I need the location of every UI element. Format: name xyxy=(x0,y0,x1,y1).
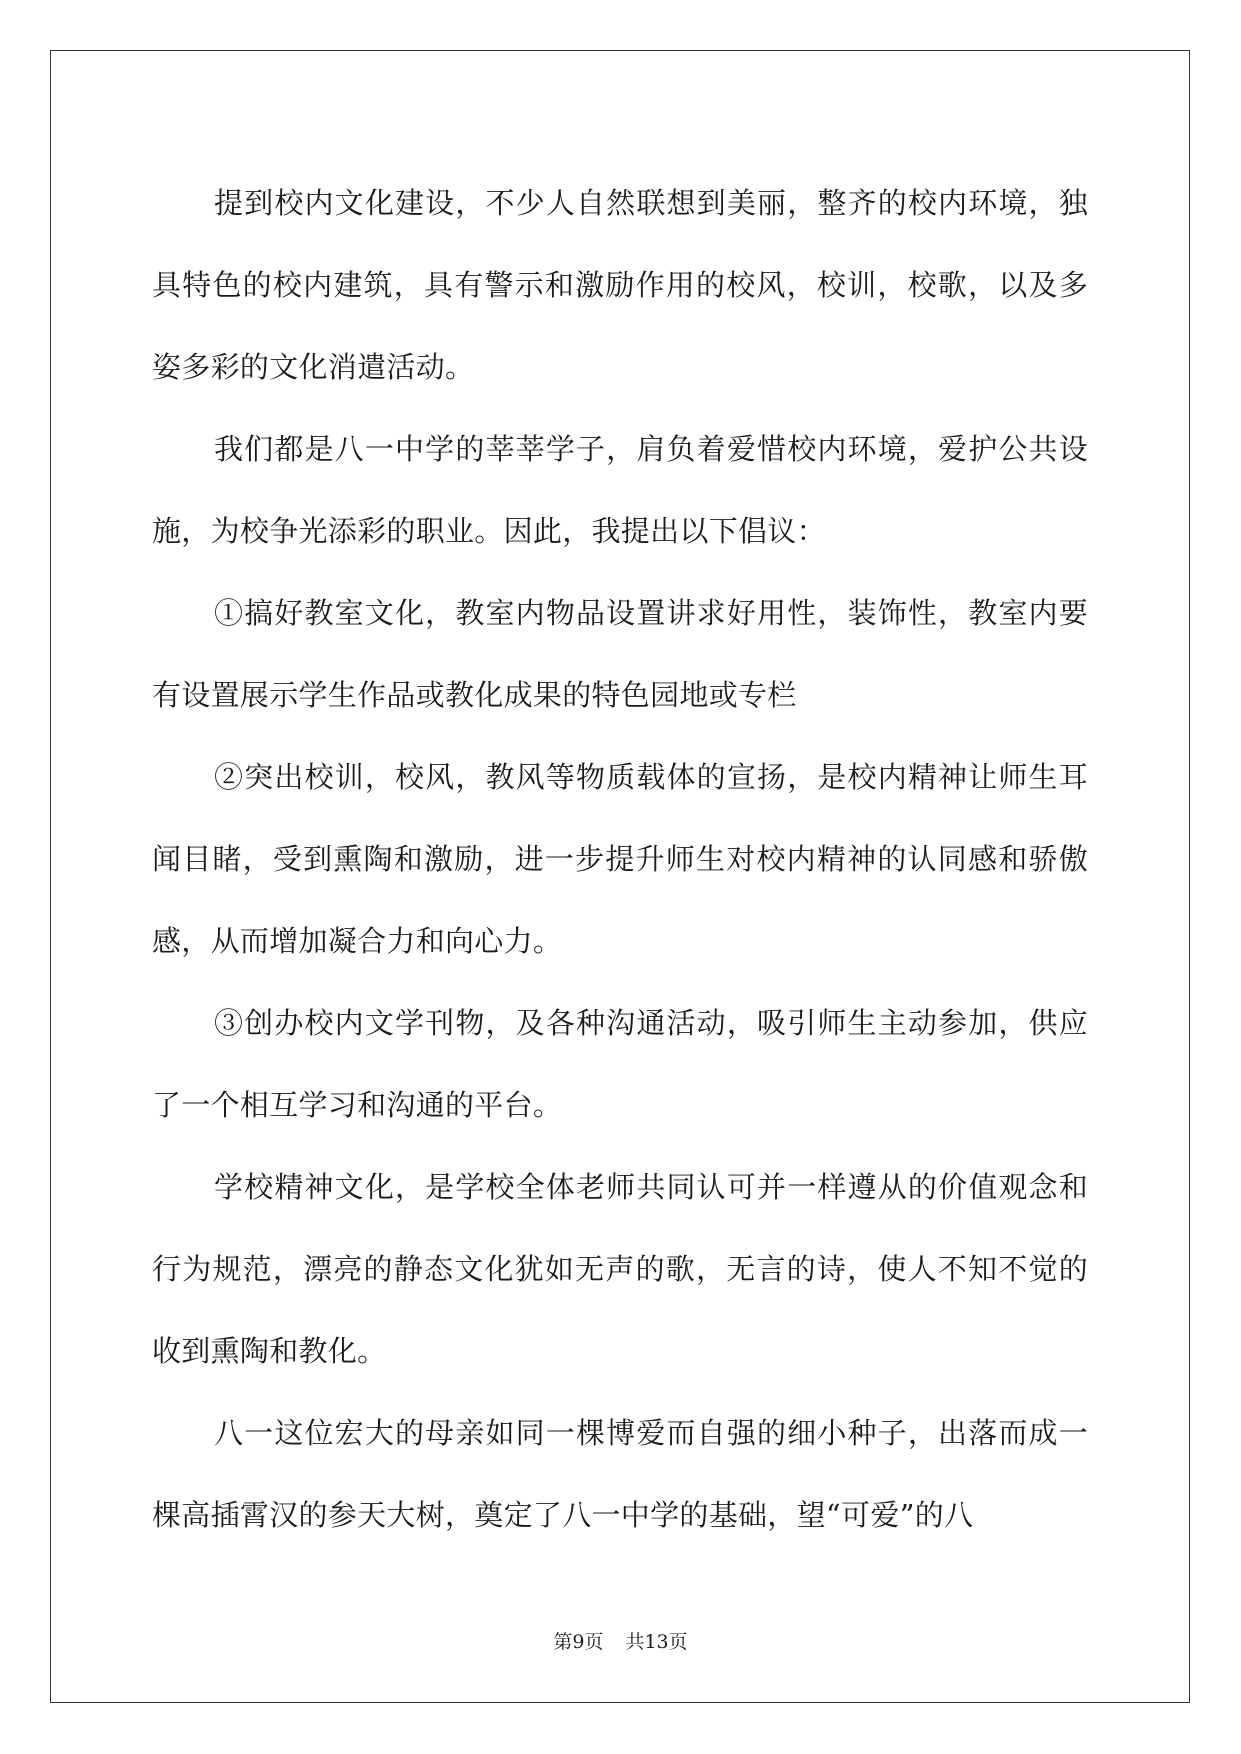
paragraph-6: 学校精神文化，是学校全体老师共同认可并一样遵从的价值观念和行为规范，漂亮的静态文化犹如无声的歌，无言的诗，使人不知不觉的收到熏陶和教化。 xyxy=(152,1170,1088,1368)
document-body xyxy=(152,162,1088,1556)
paragraph-3: ①搞好教室文化，教室内物品设置讲求好用性，装饰性，教室内要有设置展示学生作品或教化成果的特色园地或专栏 xyxy=(152,596,1088,712)
paragraph-2: 我们都是八一中学的莘莘学子，肩负着爱惜校内环境，爱护公共设施，为校争光添彩的职业。因此，我提出以下倡议： xyxy=(152,432,1088,548)
paragraph-1: 提到校内文化建设，不少人自然联想到美丽，整齐的校内环境，独具特色的校内建筑，具有警示和激励作用的校风，校训，校歌，以及多姿多彩的文化消遣活动。 xyxy=(152,186,1088,384)
page-number: 第9页 xyxy=(553,1631,604,1653)
paragraph-7: 八一这位宏大的母亲如同一棵博爱而自强的细小种子，出落而成一棵高插霄汉的参天大树，奠定了八一中学的基础，望“可爱”的八 xyxy=(152,1416,1088,1532)
page-total: 共13页 xyxy=(625,1631,688,1653)
paragraph-5: ③创办校内文学刊物，及各种沟通活动，吸引师生主动参加，供应了一个相互学习和沟通的平台。 xyxy=(152,1006,1088,1122)
page-footer xyxy=(0,1627,1241,1654)
paragraph-4: ②突出校训，校风，教风等物质载体的宣扬，是校内精神让师生耳闻目睹，受到熏陶和激励，进一步提升师生对校内精神的认同感和骄傲感，从而增加凝合力和向心力。 xyxy=(152,760,1088,958)
